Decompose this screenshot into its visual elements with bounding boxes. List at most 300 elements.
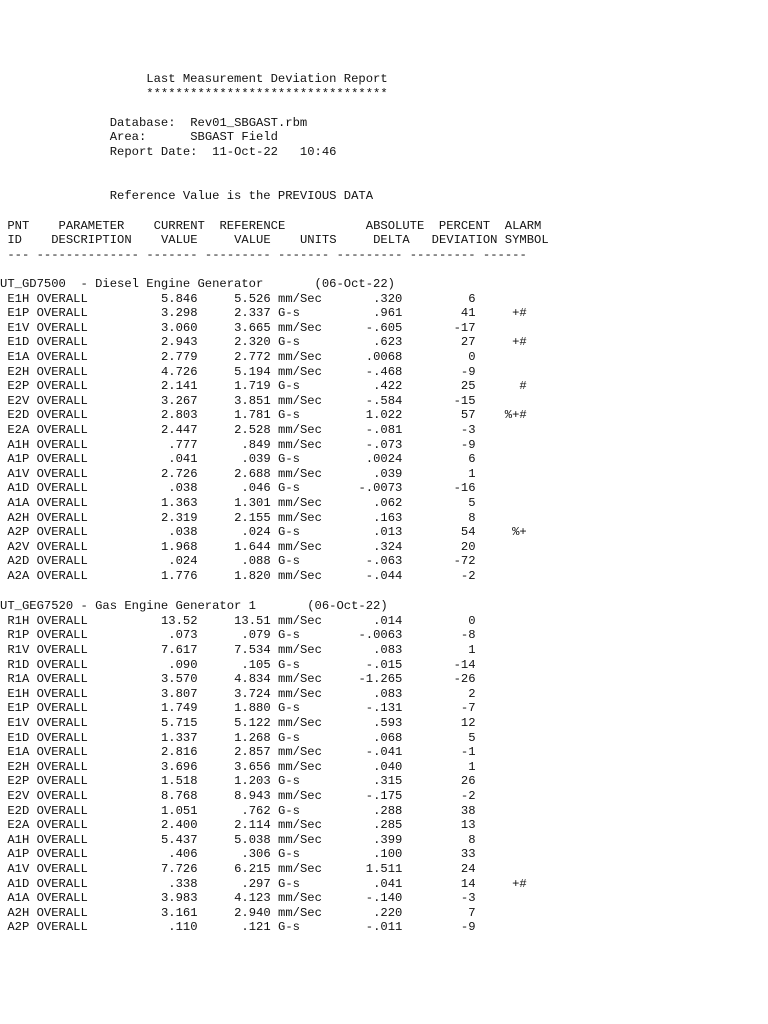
col-header: REFERENCE — [219, 218, 286, 233]
cell-units: G-s — [278, 701, 300, 716]
reference-note-line — [0, 189, 373, 204]
cell-parameter: OVERALL — [36, 832, 88, 847]
cell-parameter: OVERALL — [36, 525, 88, 540]
cell-parameter: OVERALL — [36, 335, 88, 350]
cell-pnt-id: E2D — [7, 408, 30, 423]
cell-parameter: OVERALL — [36, 701, 88, 716]
cell-reference-value: .079 — [241, 628, 271, 643]
report-date-value: 11-Oct-22 — [212, 145, 278, 159]
cell-absolute-delta: .288 — [373, 803, 403, 818]
report-row — [0, 321, 527, 336]
cell-units: mm/Sec — [278, 759, 322, 774]
cell-current-value: .110 — [168, 920, 198, 935]
cell-parameter: OVERALL — [36, 452, 88, 467]
cell-current-value: 5.437 — [160, 832, 198, 847]
cell-current-value: .338 — [168, 876, 198, 891]
cell-current-value: 1.749 — [160, 701, 198, 716]
cell-units: mm/Sec — [278, 905, 322, 920]
cell-alarm-symbol: +# — [512, 876, 527, 891]
cell-pnt-id: A2V — [7, 539, 30, 554]
cell-absolute-delta: -.044 — [365, 569, 403, 583]
report-row — [0, 569, 527, 584]
cell-percent-deviation: 7 — [468, 905, 476, 920]
cell-pnt-id: E2H — [7, 759, 30, 774]
cell-percent-deviation: -7 — [460, 701, 476, 716]
cell-absolute-delta: -.175 — [365, 789, 403, 803]
cell-reference-value: 2.337 — [234, 306, 271, 321]
cell-percent-deviation: -9 — [460, 364, 476, 379]
cell-absolute-delta: .100 — [373, 847, 403, 862]
cell-parameter: OVERALL — [36, 423, 88, 437]
cell-pnt-id: A1D — [7, 876, 30, 891]
cell-absolute-delta: .399 — [373, 832, 403, 847]
report-title: Last Measurement Deviation Report — [146, 72, 388, 86]
cell-absolute-delta: -.0063 — [358, 628, 403, 643]
cell-current-value: 2.943 — [160, 335, 198, 350]
cell-units: mm/Sec — [278, 686, 322, 701]
cell-reference-value: 2.772 — [234, 350, 271, 364]
cell-reference-value: 1.820 — [234, 569, 271, 583]
cell-absolute-delta: -1.265 — [358, 672, 403, 687]
cell-parameter: OVERALL — [36, 862, 88, 876]
cell-units: G-s — [278, 306, 300, 321]
report-row — [0, 687, 527, 702]
cell-reference-value: 2.940 — [234, 905, 271, 920]
cell-parameter: OVERALL — [36, 613, 88, 628]
report-row — [0, 292, 527, 307]
cell-current-value: 2.803 — [160, 408, 198, 423]
cell-reference-value: 2.857 — [234, 745, 271, 760]
database-line — [0, 116, 307, 131]
cell-reference-value: 3.656 — [234, 759, 271, 774]
cell-units: mm/Sec — [278, 423, 322, 437]
cell-current-value: 2.447 — [160, 423, 198, 437]
cell-reference-value: 2.528 — [234, 423, 271, 437]
report-row — [0, 760, 527, 775]
cell-absolute-delta: .014 — [373, 613, 403, 628]
cell-pnt-id: E2P — [7, 379, 30, 394]
cell-parameter: OVERALL — [36, 818, 88, 833]
cell-reference-value: .306 — [241, 847, 271, 862]
cell-units: mm/Sec — [278, 364, 322, 379]
cell-reference-value: .849 — [241, 437, 271, 452]
cell-units: G-s — [278, 379, 300, 394]
report-row — [0, 525, 527, 540]
report-row — [0, 408, 527, 423]
cell-parameter: OVERALL — [36, 745, 88, 760]
cell-percent-deviation: 25 — [460, 379, 476, 394]
cell-pnt-id: A2A — [7, 569, 30, 583]
cell-units: G-s — [278, 408, 300, 423]
cell-current-value: 4.726 — [160, 364, 198, 379]
cell-pnt-id: E1V — [7, 320, 30, 335]
report-row — [0, 833, 527, 848]
cell-pnt-id: E2A — [7, 818, 30, 833]
cell-reference-value: 2.688 — [234, 466, 271, 481]
cell-parameter: OVERALL — [36, 905, 88, 920]
cell-absolute-delta: -.584 — [365, 393, 403, 408]
cell-reference-value: .105 — [241, 657, 271, 672]
col-separator: ------- — [278, 247, 330, 262]
cell-pnt-id: A1P — [7, 452, 30, 467]
cell-pnt-id: E1P — [7, 306, 30, 321]
group-date: (06-Oct-22) — [314, 277, 395, 291]
cell-alarm-symbol: # — [519, 379, 527, 394]
cell-current-value: 1.776 — [160, 569, 198, 583]
group-header-diesel — [0, 277, 395, 292]
col-header: ABSOLUTE — [365, 218, 425, 233]
cell-pnt-id: E2A — [7, 423, 30, 437]
report-row — [0, 818, 527, 833]
cell-reference-value: .046 — [241, 481, 271, 496]
cell-absolute-delta: .623 — [373, 335, 403, 350]
cell-absolute-delta: .961 — [373, 306, 403, 321]
cell-parameter: OVERALL — [36, 350, 88, 364]
cell-current-value: 1.518 — [160, 774, 198, 789]
cell-parameter: OVERALL — [36, 657, 88, 672]
report-row — [0, 745, 527, 760]
cell-pnt-id: E1V — [7, 716, 30, 730]
cell-current-value: 3.298 — [160, 306, 198, 321]
cell-units: mm/Sec — [278, 716, 322, 730]
cell-absolute-delta: .422 — [373, 379, 403, 394]
col-header: VALUE — [160, 233, 198, 248]
cell-units: G-s — [278, 876, 300, 891]
cell-current-value: .090 — [168, 657, 198, 672]
cell-alarm-symbol: %+ — [512, 525, 527, 540]
col-separator: -------------- — [36, 247, 140, 262]
cell-pnt-id: E2H — [7, 364, 30, 379]
cell-units: G-s — [278, 730, 300, 745]
cell-absolute-delta: .320 — [373, 291, 403, 306]
cell-absolute-delta: -.041 — [365, 745, 403, 760]
cell-absolute-delta: -.063 — [365, 554, 403, 569]
report-row — [0, 496, 527, 511]
column-separator-line — [0, 248, 527, 263]
cell-current-value: 7.617 — [160, 643, 198, 657]
col-separator: --------- — [409, 247, 476, 262]
group-name: UT_GD7500 - Diesel Engine Generator — [0, 277, 264, 291]
report-row — [0, 920, 527, 935]
cell-parameter: OVERALL — [36, 789, 88, 803]
cell-current-value: 2.779 — [160, 350, 198, 364]
column-header-line-2 — [0, 233, 549, 248]
cell-pnt-id: R1V — [7, 643, 30, 657]
cell-current-value: .038 — [168, 525, 198, 540]
cell-units: mm/Sec — [278, 862, 322, 876]
cell-units: mm/Sec — [278, 510, 322, 525]
report-row — [0, 423, 527, 438]
cell-units: G-s — [278, 847, 300, 862]
cell-units: G-s — [278, 628, 300, 643]
database-label: Database: — [109, 115, 176, 130]
cell-percent-deviation: 6 — [468, 452, 476, 467]
report-row — [0, 628, 527, 643]
cell-pnt-id: R1H — [7, 613, 30, 628]
cell-parameter: OVERALL — [36, 379, 88, 394]
report-row — [0, 540, 527, 555]
cell-units: mm/Sec — [278, 350, 322, 364]
cell-pnt-id: A1V — [7, 862, 30, 876]
cell-percent-deviation: -8 — [460, 628, 476, 643]
report-row — [0, 394, 527, 409]
report-row — [0, 731, 527, 746]
cell-pnt-id: E1D — [7, 730, 30, 745]
cell-absolute-delta: -.140 — [365, 891, 403, 906]
cell-parameter: OVERALL — [36, 569, 88, 583]
cell-absolute-delta: -.131 — [365, 701, 403, 716]
report-row — [0, 379, 527, 394]
cell-percent-deviation: 12 — [460, 716, 476, 730]
cell-pnt-id: E2V — [7, 789, 30, 803]
cell-units: mm/Sec — [278, 466, 322, 481]
cell-pnt-id: A1A — [7, 496, 30, 510]
cell-pnt-id: A2P — [7, 920, 30, 935]
report-row — [0, 481, 527, 496]
cell-parameter: OVERALL — [36, 496, 88, 510]
cell-pnt-id: E2P — [7, 774, 30, 789]
cell-reference-value: 1.781 — [234, 408, 271, 423]
cell-units: mm/Sec — [278, 832, 322, 847]
group-date: (06-Oct-22) — [307, 599, 388, 614]
cell-reference-value: 1.268 — [234, 730, 271, 745]
cell-parameter: OVERALL — [36, 891, 88, 906]
cell-units: G-s — [278, 481, 300, 496]
cell-parameter: OVERALL — [36, 481, 88, 496]
cell-current-value: 2.816 — [160, 745, 198, 760]
cell-units: G-s — [278, 657, 300, 672]
cell-units: mm/Sec — [278, 789, 322, 803]
cell-absolute-delta: .041 — [373, 876, 403, 891]
cell-absolute-delta: 1.022 — [365, 408, 403, 423]
cell-pnt-id: E1A — [7, 350, 30, 364]
cell-absolute-delta: .0024 — [365, 452, 403, 467]
report-row — [0, 891, 527, 906]
cell-parameter: OVERALL — [36, 393, 88, 408]
cell-percent-deviation: -26 — [453, 672, 476, 687]
cell-reference-value: .762 — [241, 803, 271, 818]
report-row — [0, 350, 527, 365]
cell-reference-value: 8.943 — [234, 789, 271, 803]
cell-current-value: 2.319 — [160, 510, 198, 525]
cell-units: mm/Sec — [278, 818, 322, 833]
cell-percent-deviation: 57 — [460, 408, 476, 423]
cell-parameter: OVERALL — [36, 510, 88, 525]
cell-current-value: 1.363 — [160, 496, 198, 510]
cell-percent-deviation: -9 — [460, 437, 476, 452]
report-row — [0, 774, 527, 789]
cell-parameter: OVERALL — [36, 643, 88, 657]
cell-reference-value: 1.719 — [234, 379, 271, 394]
cell-percent-deviation: -14 — [453, 657, 476, 672]
col-header: ALARM — [504, 218, 542, 233]
report-row — [0, 804, 527, 819]
cell-reference-value: 13.51 — [234, 613, 271, 628]
cell-pnt-id: A1V — [7, 466, 30, 481]
report-row — [0, 658, 527, 673]
cell-units: G-s — [278, 920, 300, 935]
cell-parameter: OVERALL — [36, 408, 88, 423]
cell-absolute-delta: 1.511 — [365, 862, 403, 876]
cell-percent-deviation: -1 — [460, 745, 476, 760]
cell-current-value: 2.726 — [160, 466, 198, 481]
col-separator: --------- — [204, 247, 271, 262]
cell-reference-value: .121 — [241, 920, 271, 935]
cell-pnt-id: A1A — [7, 891, 30, 906]
cell-units: mm/Sec — [278, 437, 322, 452]
cell-absolute-delta: -.073 — [365, 437, 403, 452]
report-row — [0, 847, 527, 862]
cell-pnt-id: A1D — [7, 481, 30, 496]
area-value: SBGAST Field — [190, 130, 278, 145]
cell-pnt-id: E2D — [7, 803, 30, 818]
report-row — [0, 467, 527, 482]
cell-pnt-id: A1P — [7, 847, 30, 862]
cell-percent-deviation: -3 — [460, 423, 476, 437]
cell-parameter: OVERALL — [36, 920, 88, 935]
cell-reference-value: 4.834 — [234, 672, 271, 687]
cell-pnt-id: E1P — [7, 701, 30, 716]
cell-reference-value: 4.123 — [234, 891, 271, 906]
cell-parameter: OVERALL — [36, 730, 88, 745]
col-header: DEVIATION — [431, 233, 498, 248]
cell-percent-deviation: -3 — [460, 891, 476, 906]
cell-percent-deviation: 0 — [468, 613, 476, 628]
report-row — [0, 716, 527, 731]
col-header: VALUE — [234, 233, 271, 248]
cell-percent-deviation: -9 — [460, 920, 476, 935]
report-row — [0, 306, 527, 321]
cell-reference-value: .039 — [241, 452, 271, 467]
cell-current-value: 3.807 — [160, 686, 198, 701]
cell-percent-deviation: 24 — [460, 862, 476, 876]
cell-current-value: 2.400 — [160, 818, 198, 833]
cell-reference-value: 5.526 — [234, 291, 271, 306]
cell-absolute-delta: -.015 — [365, 657, 403, 672]
cell-current-value: 5.846 — [160, 291, 198, 306]
cell-reference-value: 3.665 — [234, 320, 271, 335]
cell-current-value: 3.267 — [160, 393, 198, 408]
cell-absolute-delta: .062 — [373, 496, 403, 510]
cell-alarm-symbol: +# — [512, 335, 527, 350]
report-row — [0, 452, 527, 467]
cell-parameter: OVERALL — [36, 539, 88, 554]
cell-percent-deviation: 8 — [468, 510, 476, 525]
report-row — [0, 511, 527, 526]
cell-current-value: 1.051 — [160, 803, 198, 818]
column-header-line-1 — [0, 219, 541, 234]
cell-percent-deviation: 33 — [460, 847, 476, 862]
reference-note: Reference Value is the PREVIOUS DATA — [109, 189, 374, 203]
cell-absolute-delta: -.081 — [365, 423, 403, 437]
cell-pnt-id: E1H — [7, 686, 30, 701]
report-row — [0, 906, 527, 921]
col-header: PNT — [7, 218, 30, 233]
cell-parameter: OVERALL — [36, 306, 88, 321]
cell-absolute-delta: .013 — [373, 525, 403, 540]
cell-units: mm/Sec — [278, 291, 322, 306]
cell-parameter: OVERALL — [36, 759, 88, 774]
cell-percent-deviation: 0 — [468, 350, 476, 364]
cell-units: mm/Sec — [278, 320, 322, 335]
cell-absolute-delta: -.0073 — [358, 481, 403, 496]
cell-current-value: .406 — [168, 847, 198, 862]
cell-absolute-delta: .324 — [373, 539, 403, 554]
cell-percent-deviation: 5 — [468, 496, 476, 510]
cell-current-value: 8.768 — [160, 789, 198, 803]
cell-absolute-delta: .083 — [373, 686, 403, 701]
cell-pnt-id: E1D — [7, 335, 30, 350]
cell-absolute-delta: .040 — [373, 759, 403, 774]
cell-pnt-id: E1A — [7, 745, 30, 760]
cell-pnt-id: R1D — [7, 657, 30, 672]
cell-reference-value: 1.301 — [234, 496, 271, 510]
cell-percent-deviation: 14 — [460, 876, 476, 891]
cell-percent-deviation: 13 — [460, 818, 476, 833]
cell-parameter: OVERALL — [36, 876, 88, 891]
cell-units: G-s — [278, 803, 300, 818]
cell-parameter: OVERALL — [36, 716, 88, 730]
cell-absolute-delta: .039 — [373, 466, 403, 481]
cell-parameter: OVERALL — [36, 437, 88, 452]
col-header: ID — [7, 233, 22, 248]
cell-parameter: OVERALL — [36, 364, 88, 379]
cell-pnt-id: A2H — [7, 510, 30, 525]
report-row — [0, 701, 527, 716]
cell-reference-value: 2.155 — [234, 510, 271, 525]
col-header: CURRENT — [153, 218, 205, 233]
cell-parameter: OVERALL — [36, 291, 88, 306]
cell-pnt-id: E2V — [7, 393, 30, 408]
cell-absolute-delta: .315 — [373, 774, 403, 789]
cell-reference-value: .297 — [241, 876, 271, 891]
cell-absolute-delta: -.468 — [365, 364, 403, 379]
cell-pnt-id: A1H — [7, 437, 30, 452]
cell-absolute-delta: .083 — [373, 643, 403, 657]
cell-absolute-delta: -.011 — [365, 920, 403, 935]
cell-absolute-delta: .285 — [373, 818, 403, 833]
cell-current-value: 1.968 — [160, 539, 198, 554]
cell-absolute-delta: .068 — [373, 730, 403, 745]
cell-pnt-id: A2H — [7, 905, 30, 920]
cell-percent-deviation: -17 — [453, 320, 476, 335]
col-header: PERCENT — [438, 218, 491, 233]
cell-units: G-s — [278, 335, 300, 350]
report-row — [0, 643, 527, 658]
report-row — [0, 365, 527, 380]
report-row — [0, 672, 527, 687]
report-title-underline-line — [0, 87, 388, 102]
cell-pnt-id: E1H — [7, 291, 30, 306]
col-header: DELTA — [373, 233, 410, 248]
area-label: Area: — [109, 130, 147, 145]
report-title-underline: ********************************* — [146, 86, 388, 101]
cell-current-value: 2.141 — [160, 379, 198, 394]
cell-parameter: OVERALL — [36, 803, 88, 818]
cell-absolute-delta: .163 — [373, 510, 403, 525]
database-value: Rev01_SBGAST.rbm — [190, 115, 308, 130]
cell-percent-deviation: 20 — [460, 539, 476, 554]
report-row — [0, 614, 527, 629]
cell-reference-value: .088 — [241, 554, 271, 569]
report-time-value: 10:46 — [299, 145, 337, 159]
report-row — [0, 438, 527, 453]
cell-current-value: 3.696 — [160, 759, 198, 774]
cell-reference-value: 5.194 — [234, 364, 271, 379]
cell-percent-deviation: 8 — [468, 832, 476, 847]
cell-percent-deviation: -16 — [453, 481, 476, 496]
cell-units: mm/Sec — [278, 672, 322, 687]
